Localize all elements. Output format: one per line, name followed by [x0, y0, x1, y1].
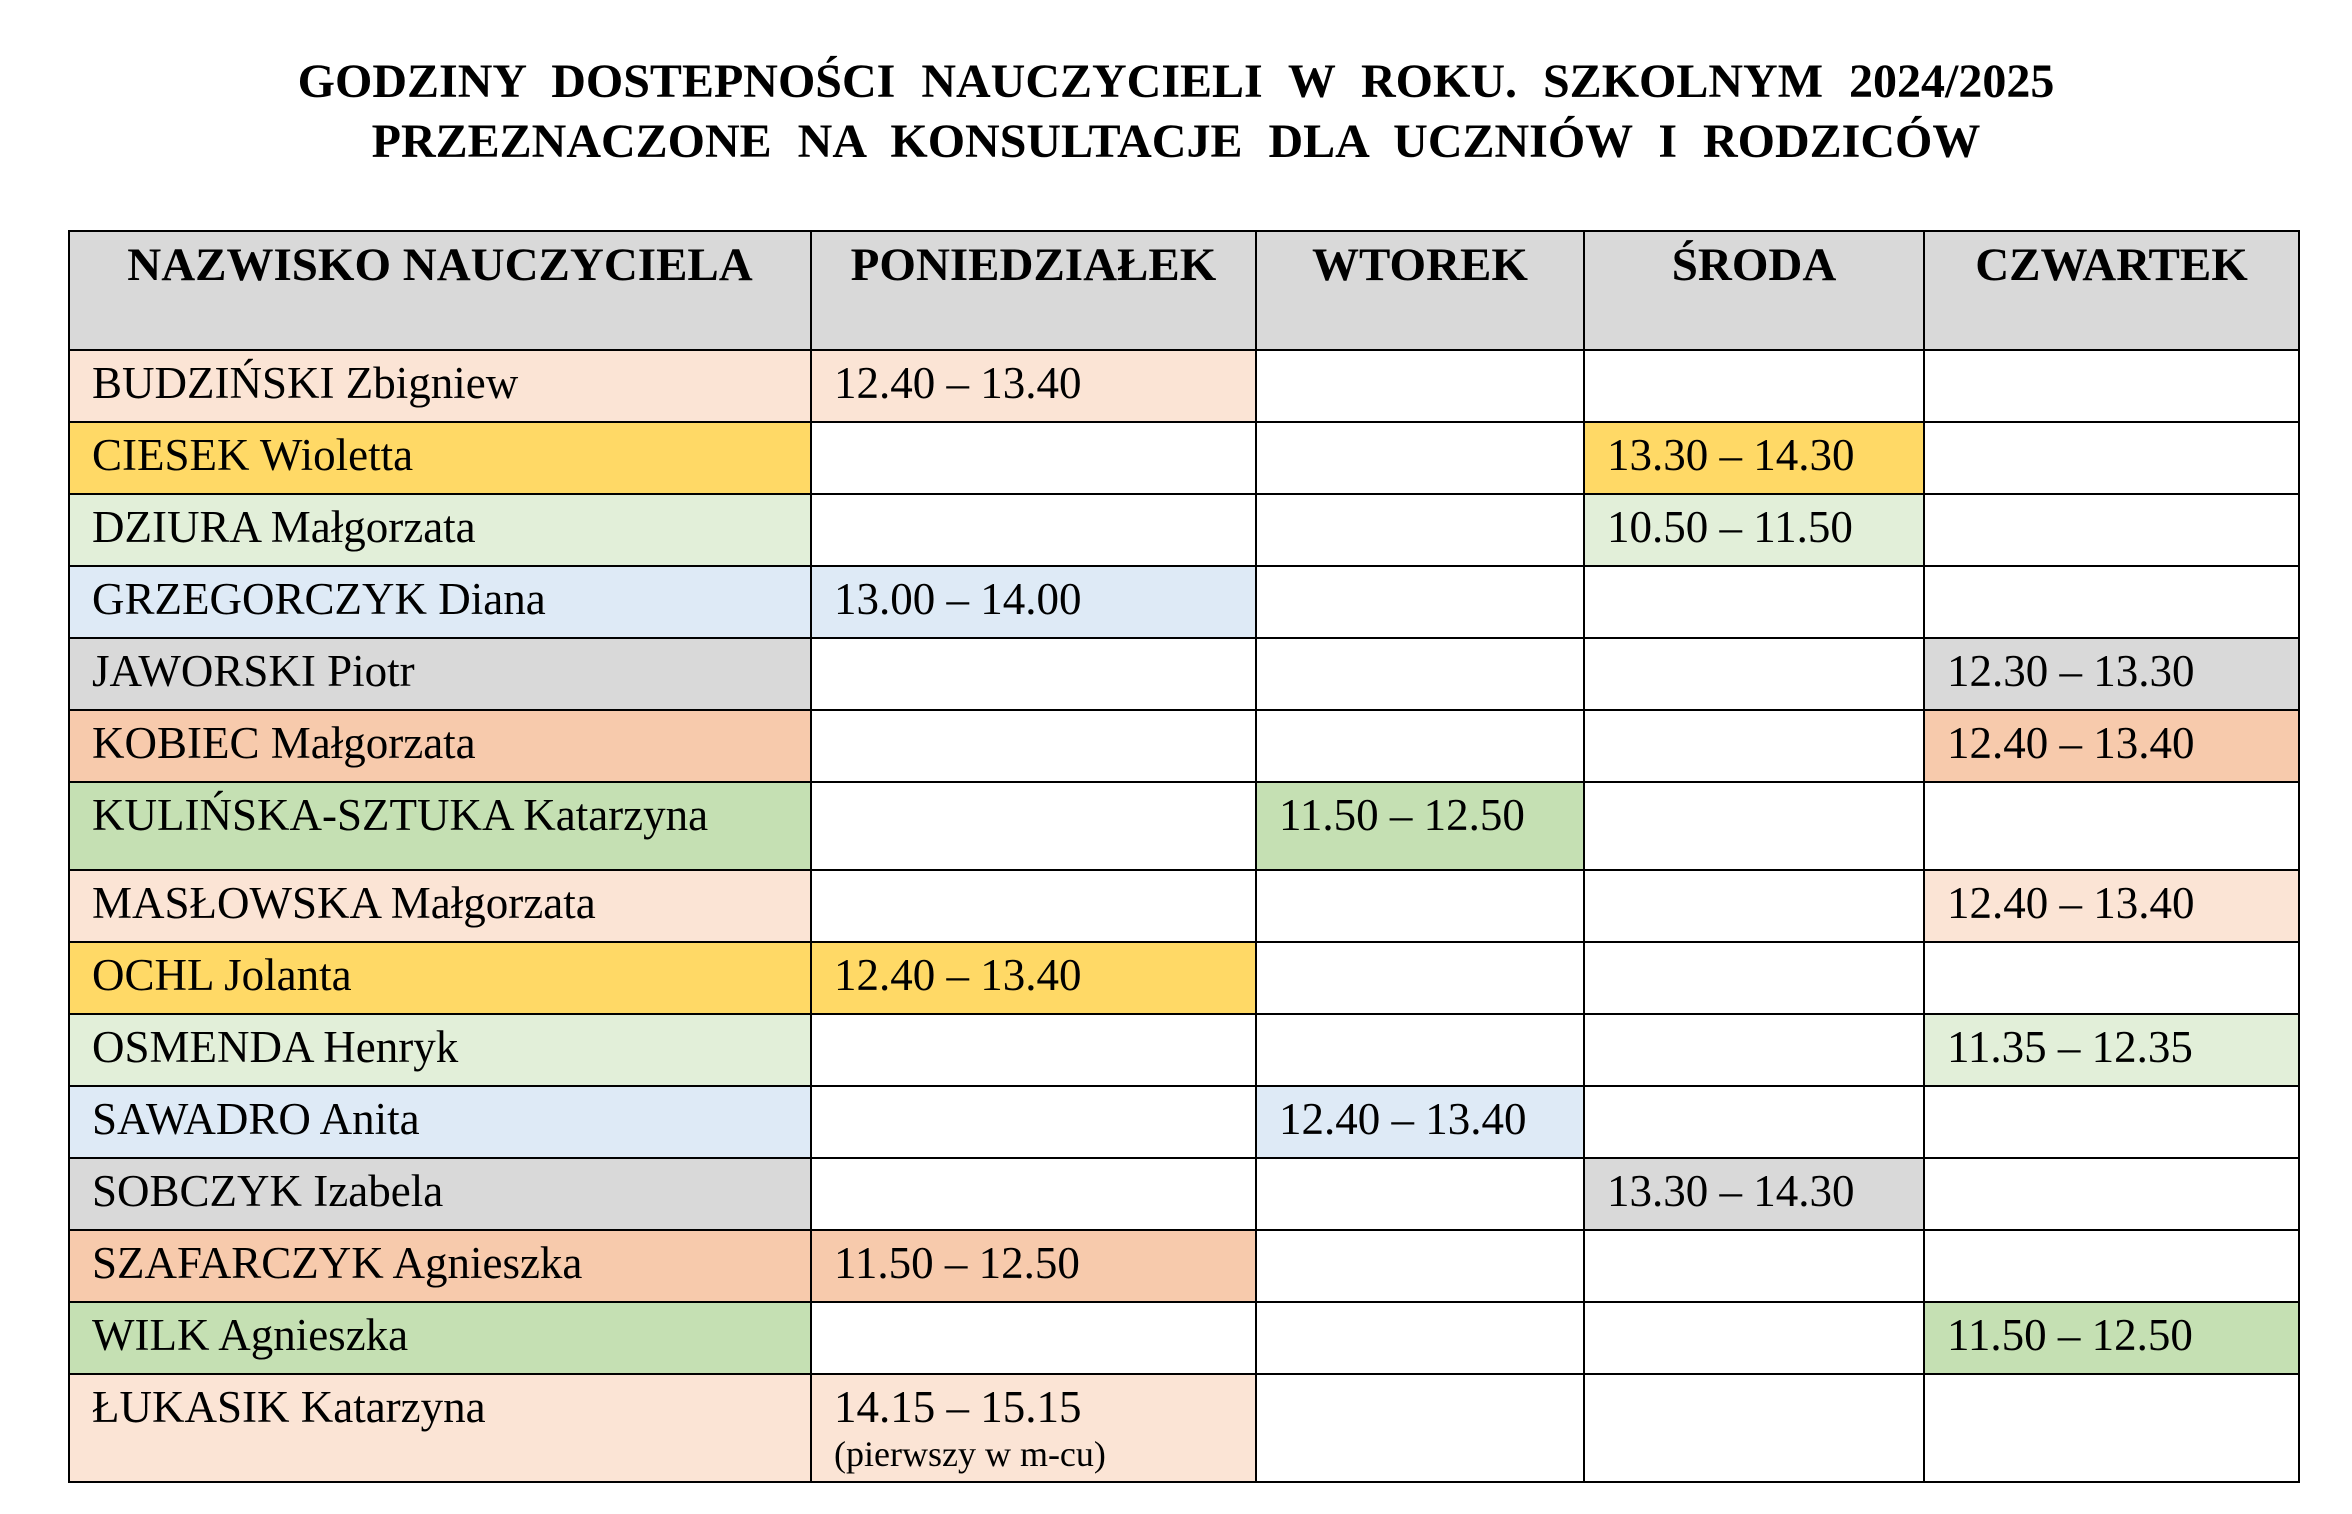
table-row	[69, 782, 2299, 870]
teacher-name: GRZEGORCZYK Diana	[69, 566, 811, 638]
monday-hours	[811, 1302, 1256, 1374]
consultation-hours-table	[68, 230, 2300, 1483]
monday-hours	[811, 494, 1256, 566]
teacher-name: OCHL Jolanta	[69, 942, 811, 1014]
table-header-row	[69, 231, 2299, 350]
thursday-hours	[1924, 1086, 2299, 1158]
teacher-name: CIESEK Wioletta	[69, 422, 811, 494]
table-row	[69, 1014, 2299, 1086]
title-line-1: GODZINY DOSTEPNOŚCI NAUCZYCIELI W ROKU. SZKOLNYM 2024/2025	[297, 55, 2055, 108]
monday-hours-note: (pierwszy w m-cu)	[834, 1434, 1106, 1474]
monday-hours: 12.40 – 13.40	[811, 350, 1256, 422]
monday-hours: 11.50 – 12.50	[811, 1230, 1256, 1302]
teacher-name: WILK Agnieszka	[69, 1302, 811, 1374]
tuesday-hours	[1256, 638, 1584, 710]
table-row	[69, 1374, 2299, 1482]
monday-hours	[811, 870, 1256, 942]
thursday-hours	[1924, 1230, 2299, 1302]
tuesday-hours	[1256, 1014, 1584, 1086]
monday-hours	[811, 1086, 1256, 1158]
wednesday-hours	[1584, 870, 1924, 942]
header-wednesday: ŚRODA	[1584, 231, 1924, 350]
wednesday-hours: 13.30 – 14.30	[1584, 422, 1924, 494]
wednesday-hours	[1584, 350, 1924, 422]
table-row	[69, 422, 2299, 494]
wednesday-hours	[1584, 942, 1924, 1014]
table-row	[69, 1230, 2299, 1302]
teacher-name: SOBCZYK Izabela	[69, 1158, 811, 1230]
table-row	[69, 566, 2299, 638]
thursday-hours	[1924, 350, 2299, 422]
tuesday-hours	[1256, 422, 1584, 494]
teacher-name: OSMENDA Henryk	[69, 1014, 811, 1086]
tuesday-hours	[1256, 566, 1584, 638]
table-row	[69, 494, 2299, 566]
monday-hours: 13.00 – 14.00	[811, 566, 1256, 638]
teacher-name: JAWORSKI Piotr	[69, 638, 811, 710]
teacher-name: DZIURA Małgorzata	[69, 494, 811, 566]
wednesday-hours	[1584, 566, 1924, 638]
table-row	[69, 1158, 2299, 1230]
thursday-hours	[1924, 494, 2299, 566]
header-teacher-name: NAZWISKO NAUCZYCIELA	[69, 231, 811, 350]
table-row	[69, 350, 2299, 422]
monday-hours	[811, 710, 1256, 782]
header-tuesday: WTOREK	[1256, 231, 1584, 350]
thursday-hours: 12.40 – 13.40	[1924, 870, 2299, 942]
monday-hours	[811, 782, 1256, 870]
tuesday-hours	[1256, 1302, 1584, 1374]
thursday-hours: 11.50 – 12.50	[1924, 1302, 2299, 1374]
thursday-hours: 12.40 – 13.40	[1924, 710, 2299, 782]
table-row	[69, 710, 2299, 782]
wednesday-hours	[1584, 1014, 1924, 1086]
thursday-hours	[1924, 1158, 2299, 1230]
monday-hours	[811, 1158, 1256, 1230]
tuesday-hours	[1256, 710, 1584, 782]
document-title	[0, 52, 2352, 172]
teacher-name: BUDZIŃSKI Zbigniew	[69, 350, 811, 422]
wednesday-hours: 13.30 – 14.30	[1584, 1158, 1924, 1230]
thursday-hours	[1924, 1374, 2299, 1482]
tuesday-hours	[1256, 1230, 1584, 1302]
wednesday-hours	[1584, 1086, 1924, 1158]
table-row	[69, 1302, 2299, 1374]
wednesday-hours	[1584, 782, 1924, 870]
wednesday-hours	[1584, 1230, 1924, 1302]
monday-hours: 12.40 – 13.40	[811, 942, 1256, 1014]
header-monday: PONIEDZIAŁEK	[811, 231, 1256, 350]
thursday-hours	[1924, 942, 2299, 1014]
thursday-hours	[1924, 566, 2299, 638]
teacher-name: SAWADRO Anita	[69, 1086, 811, 1158]
thursday-hours: 12.30 – 13.30	[1924, 638, 2299, 710]
monday-hours-cell	[811, 1374, 1256, 1482]
wednesday-hours: 10.50 – 11.50	[1584, 494, 1924, 566]
wednesday-hours	[1584, 638, 1924, 710]
teacher-name: ŁUKASIK Katarzyna	[69, 1374, 811, 1482]
title-line-2: PRZEZNACZONE NA KONSULTACJE DLA UCZNIÓW I RODZICÓW	[371, 115, 1981, 168]
wednesday-hours	[1584, 710, 1924, 782]
monday-hours	[811, 422, 1256, 494]
table-row	[69, 942, 2299, 1014]
tuesday-hours	[1256, 942, 1584, 1014]
thursday-hours	[1924, 422, 2299, 494]
tuesday-hours: 12.40 – 13.40	[1256, 1086, 1584, 1158]
monday-hours	[811, 638, 1256, 710]
tuesday-hours	[1256, 350, 1584, 422]
thursday-hours: 11.35 – 12.35	[1924, 1014, 2299, 1086]
tuesday-hours	[1256, 1158, 1584, 1230]
teacher-name: KULIŃSKA-SZTUKA Katarzyna	[69, 782, 811, 870]
tuesday-hours	[1256, 870, 1584, 942]
teacher-name: MASŁOWSKA Małgorzata	[69, 870, 811, 942]
thursday-hours	[1924, 782, 2299, 870]
monday-hours	[811, 1014, 1256, 1086]
monday-hours: 14.15 – 15.15	[834, 1382, 1082, 1432]
tuesday-hours	[1256, 494, 1584, 566]
wednesday-hours	[1584, 1374, 1924, 1482]
header-thursday: CZWARTEK	[1924, 231, 2299, 350]
table-row	[69, 1086, 2299, 1158]
wednesday-hours	[1584, 1302, 1924, 1374]
table-row	[69, 638, 2299, 710]
teacher-name: KOBIEC Małgorzata	[69, 710, 811, 782]
tuesday-hours: 11.50 – 12.50	[1256, 782, 1584, 870]
tuesday-hours	[1256, 1374, 1584, 1482]
table-row	[69, 870, 2299, 942]
teacher-name: SZAFARCZYK Agnieszka	[69, 1230, 811, 1302]
